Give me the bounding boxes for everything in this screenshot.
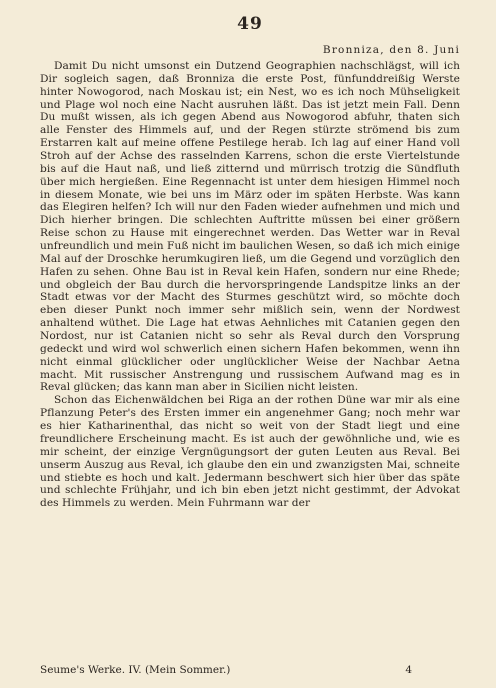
page-footer [40,664,460,676]
page-number: 49 [237,14,263,34]
paragraph-2: Schon das Eichenwäldchen bei Riga an der rothen Düne war mir als eine Pflanzung Peter's des Ersten immer ein angenehmer Gang; noch mehr war es hier Katharinenthal, das nicht so weit von der Stadt liegt und eine freundlichere Erscheinung macht. Es ist auch der gewöhnliche und, wie es mir scheint, der einzige Vergnügungsort der guten Leuten aus Reval. Bei unserm Auszug aus Reval, ich glaube den ein und zwanzigsten Mai, schneite und stiebte es hoch und kalt. Jedermann beschwert sich hier über das späte und schlechte Frühjahr, und ich bin eben jetzt nicht gestimmt, der Advokat des Himmels zu werden. Mein Fuhrmann war der [40,394,460,510]
paragraph-1: Damit Du nicht umsonst ein Dutzend Geographien nachschlägst, will ich Dir sogleich sagen, daß Bronniza die erste Post, fünfunddreißig Werste hinter Nowogorod, nach Moskau ist; ein Nest, wo es ich noch Mühseligkeit und Plage wol noch eine Nacht ausruhen läßt. Das ist jetzt mein Fall. Denn Du mußt wissen, als ich gegen Abend aus Nowogorod abfuhr, thaten sich alle Fenster des Himmels auf, und der Regen stürzte strömend bis zum Erstarren kalt auf meine offene Pestilege herab. Ich lag auf einer Hand voll Stroh auf der Achse des rasselnden Karrens, schon die erste Viertelstunde bis auf die Haut naß, und ließ zitternd und mürrisch trotzig die Sündfluth über mich hergießen. Eine Regennacht ist unter dem hiesigen Himmel noch in diesem Monate, wie bei uns im März oder im späten Herbste. Was kann das Elegiren helfen? Ich will nur den Faden wieder aufnehmen und mich und Dich hierher bringen. Die schlechten Auftritte müssen bei einer größern Reise schon zu Hause mit eingerechnet werden. Das Wetter war in Reval unfreundlich und mein Fuß nicht im baulichen Wesen, so daß ich mich einige Mal auf der Droschke herumkugiren ließ, um die Gegend und vorzüglich den Hafen zu sehen. Ohne Bau ist in Reval kein Hafen, sondern nur eine Rhede; und obgleich der Bau durch die hervorspringende Landspitze links an der Stadt etwas vor der Macht des Sturmes geschützt wird, so möchte doch eben dieser Punkt noch immer sehr mißlich sein, wenn der Nordwest anhaltend wüthet. Die Lage hat etwas Aehnliches mit Catanien gegen den Nordost, nur ist Catanien nicht so sehr als Reval durch den Vorsprung gedeckt und wird wol schwerlich einen sichern Hafen bekommen, wenn ihn nicht einmal glücklicher oder unglücklicher Weise der Nachbar Aetna macht. Mit russischer Anstrengung und russischem Aufwand mag es in Reval glücken; das kann man aber in Sicilien nicht leisten. [40,60,460,394]
footer-signature-mark: 4 [405,664,412,676]
footer-title: Seume's Werke. IV. (Mein Sommer.) [40,664,231,676]
dateline: Bronniza, den 8. Juni [322,44,460,56]
